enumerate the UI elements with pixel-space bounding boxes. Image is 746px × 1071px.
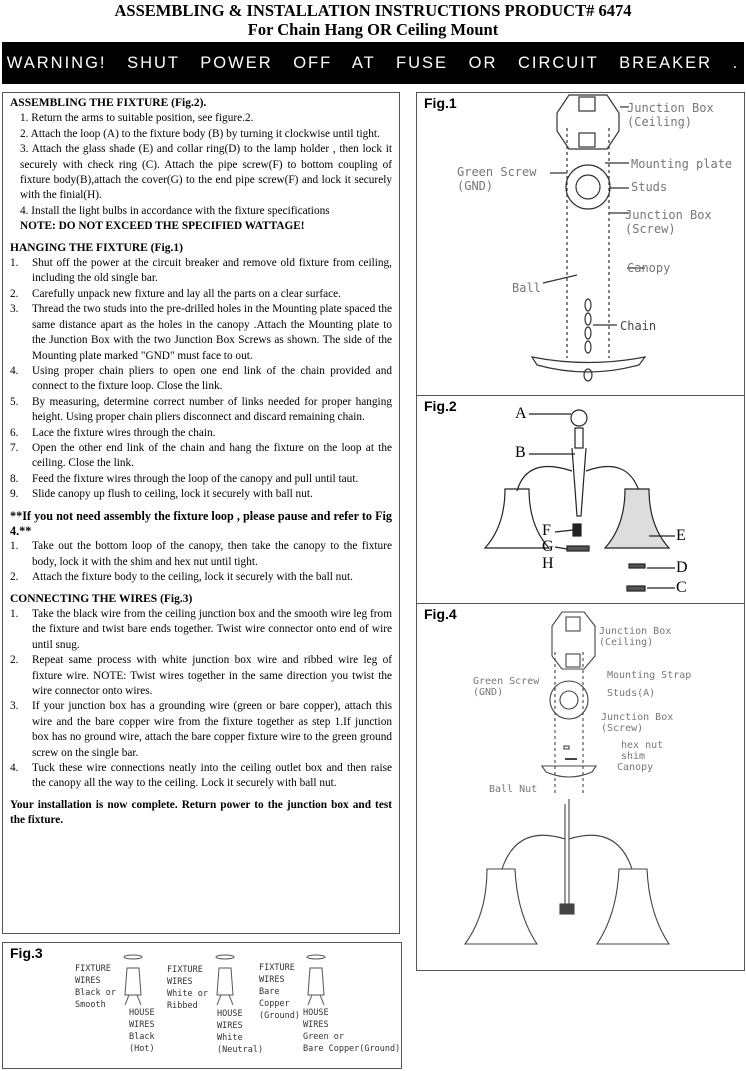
document-title: ASSEMBLING & INSTALLATION INSTRUCTIONS PRODUCT# 6474	[114, 1, 632, 20]
wire-connector-icon	[307, 955, 325, 1005]
list-item	[10, 426, 392, 441]
label-junction-box-ceiling: Junction Box (Ceiling)	[627, 101, 714, 129]
closing-note: Your installation is now complete. Return power to the junction box and test the fixture.	[10, 798, 392, 827]
part-letter-f: F	[542, 522, 551, 539]
step-text: Feed the fixture wires through the loop of the canopy and pull until taut.	[32, 472, 359, 485]
list-item	[10, 364, 392, 395]
label-junction-box-screw: Junction Box (Screw)	[625, 208, 712, 236]
hanging-steps	[10, 256, 392, 503]
figure-1	[416, 92, 745, 396]
list-item	[10, 607, 392, 653]
step-text: Repeat same process with white junction box wire and ribbed wire leg of fixture wire. NOTE: Twist wires together in the same direction you twist the wire connector onto wires.	[32, 654, 392, 698]
list-item	[10, 699, 392, 761]
part-letter-h: H	[542, 555, 554, 572]
list-item: 1. Return the arms to suitable position, see figure.2.	[20, 112, 254, 125]
part-letter-c: C	[676, 579, 687, 596]
step-text: Thread the two studs into the pre-drilled holes in the Mounting plate spaced the same distance apart as the holes in the canopy .Attach the Mounting plate to the Junction Box with the two Junction Box Screws as shown. The side of the Mounting plate marked "GND" must face to out.	[32, 303, 392, 362]
list-item	[10, 653, 392, 699]
wires-steps	[10, 607, 392, 792]
label-green-screw: Green Screw (GND)	[457, 165, 537, 193]
step-text: Slide canopy up flush to ceiling, lock it securely with ball nut.	[32, 488, 313, 501]
step-number: 8.	[10, 472, 19, 485]
wire-connector-icon	[216, 955, 234, 1005]
assembling-heading: ASSEMBLING THE FIXTURE (Fig.2).	[10, 97, 207, 109]
house-wires-black: HOUSE WIRES Black (Hot)	[129, 1008, 155, 1054]
list-item	[10, 287, 392, 302]
step-text: Take out the bottom loop of the canopy, then take the canopy to the fixture body, lock it with the shim and hex nut until tight.	[32, 540, 392, 568]
part-letter-a: A	[515, 405, 527, 422]
step-number: 6.	[10, 426, 19, 439]
list-item	[10, 761, 392, 792]
assembling-steps	[10, 111, 392, 219]
label-junction-box-ceiling: Junction Box (Ceiling)	[599, 626, 672, 648]
wires-heading: CONNECTING THE WIRES (Fig.3)	[10, 592, 193, 605]
label-canopy: Canopy	[617, 762, 654, 773]
step-text: Shut off the power at the circuit breaker and remove old fixture from ceiling, including the old single bar.	[32, 257, 392, 285]
ceiling-mount-drawing	[417, 604, 746, 972]
label-junction-box-screw: Junction Box (Screw)	[601, 712, 674, 734]
label-mounting-plate: Mounting plate	[631, 157, 733, 171]
step-text: If your junction box has a grounding wire (green or bare copper), attach this wire and the bare copper wire from the fixture together as step 1.If junction box has no ground wire, attach the bare copper fixture wire to the green ground screw on the single bar.	[32, 700, 392, 759]
step-text: Attach the fixture body to the ceiling, lock it securely with the ball nut.	[32, 571, 353, 584]
step-number: 7.	[10, 441, 19, 454]
step-number: 1.	[10, 608, 19, 620]
step-number: 9.	[10, 488, 19, 501]
step-number: 4.	[10, 364, 19, 377]
step-number: 1.	[10, 540, 19, 553]
list-item	[10, 487, 392, 502]
list-item	[10, 302, 392, 364]
hanging-heading: HANGING THE FIXTURE (Fig.1)	[10, 241, 183, 254]
fixture-wires-black: FIXTURE WIRES Black or Smooth	[75, 964, 116, 1010]
ceiling-mount-heading: **If you not need assembly the fixture loop , please pause and refer to Fig 4.**	[10, 508, 392, 538]
fixture-parts-drawing	[417, 396, 746, 605]
step-text: By measuring, determine correct number of links needed for proper hanging height. Using proper chain pliers disconnect and discard remaining chain.	[32, 395, 392, 424]
list-item: 3. Attach the glass shade (E) and collar ring(D) to the lamp holder , then lock it securely with check ring (C). Attach the pipe screw(F) to bottom coupling of fixture body(B),attach the cover(G) to the end pipe screw(F) and lock it securely with the finial(H).	[20, 143, 392, 202]
list-item: 4. Install the light bulbs in accordance with the fixture specifications	[20, 204, 330, 217]
list-item	[10, 256, 392, 287]
label-studs: Studs(A)	[607, 688, 656, 699]
step-text: Lace the fixture wires through the chain.	[32, 426, 216, 439]
fixture-mount-drawing	[417, 93, 746, 397]
step-number: 3.	[10, 303, 19, 316]
step-number: 2.	[10, 654, 19, 667]
list-item	[10, 570, 392, 585]
house-wires-white: HOUSE WIRES White (Neutral)	[217, 1009, 264, 1055]
fixture-wires-ground: FIXTURE WIRES Bare Copper (Ground)	[259, 963, 300, 1021]
part-letter-e: E	[676, 527, 686, 544]
step-text: Tuck these wire connections neatly into the ceiling outlet box and then raise the canopy all the way to the ceiling. Lock it securely with ball nut.	[32, 762, 392, 790]
figure-2-title: Fig.2	[424, 398, 457, 414]
fixture-wires-white: FIXTURE WIRES White or Ribbed	[167, 965, 208, 1011]
label-green-screw: Green Screw (GND)	[473, 676, 540, 698]
wattage-note: NOTE: DO NOT EXCEED THE SPECIFIED WATTAGE!	[20, 220, 305, 233]
list-item	[10, 472, 392, 487]
instructions-panel	[2, 92, 400, 934]
label-ball: Ball	[512, 281, 541, 295]
wire-connector-icon	[124, 955, 142, 1005]
list-item: 2. Attach the loop (A) to the fixture body (B) by turning it clockwise until tight.	[20, 127, 380, 140]
part-letter-g: G	[542, 538, 554, 555]
ceiling-mount-steps	[10, 539, 392, 585]
label-ball-nut: Ball Nut	[489, 784, 538, 795]
figure-2	[416, 395, 745, 604]
list-item	[10, 539, 392, 570]
label-shim: shim	[621, 751, 646, 762]
step-text: Take the black wire from the ceiling junction box and the smooth wire leg from the fixture and twist bare ends together. Twist wire connector onto end of wire until snug.	[32, 608, 392, 651]
label-hex-nut: hex nut	[621, 740, 664, 751]
house-wires-ground: HOUSE WIRES Green or Bare Copper(Ground)	[303, 1008, 401, 1054]
label-mounting-strap: Mounting Strap	[607, 670, 692, 681]
step-number: 3.	[10, 700, 19, 713]
figure-1-title: Fig.1	[424, 95, 457, 111]
figure-4	[416, 603, 745, 971]
list-item	[10, 441, 392, 472]
label-studs: Studs	[631, 180, 668, 194]
step-number: 4.	[10, 762, 19, 775]
figure-3	[2, 942, 402, 1069]
step-text: Open the other end link of the chain and hang the fixture on the loop at the ceiling. Close the link.	[32, 441, 392, 470]
label-canopy: Canopy	[627, 261, 671, 275]
list-item	[10, 395, 392, 426]
document-subtitle: For Chain Hang OR Ceiling Mount	[247, 20, 499, 39]
step-number: 2.	[10, 287, 19, 300]
step-number: 1.	[10, 257, 19, 270]
figure-3-title: Fig.3	[10, 945, 43, 961]
part-letter-d: D	[676, 559, 688, 576]
step-number: 5.	[10, 395, 19, 408]
step-text: Carefully unpack new fixture and lay all the parts on a clear surface.	[32, 287, 341, 300]
step-number: 2.	[10, 571, 19, 584]
figure-4-title: Fig.4	[424, 606, 457, 622]
step-text: Using proper chain pliers to open one end link of the chain provided and connect to the fixture loop. Close the link.	[32, 364, 392, 393]
part-letter-b: B	[515, 444, 526, 461]
warning-banner: WARNING! SHUT POWER OFF AT FUSE OR CIRCUIT BREAKER .	[2, 42, 744, 84]
label-chain: Chain	[620, 319, 657, 333]
